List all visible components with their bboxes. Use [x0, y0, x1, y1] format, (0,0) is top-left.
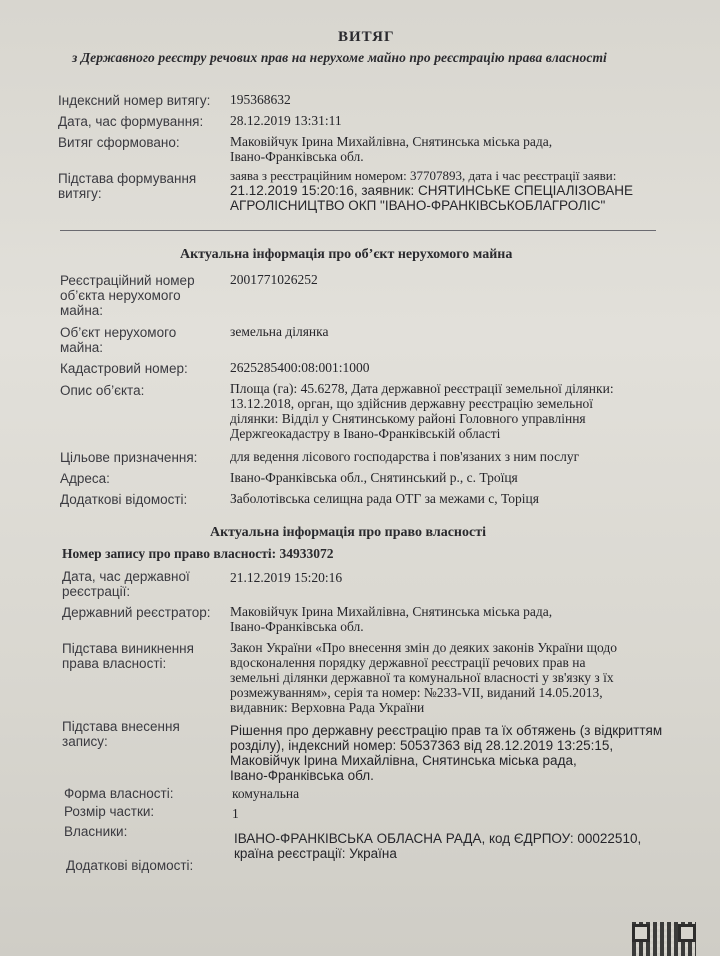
ownership-heading: Актуальна інформація про право власності — [210, 525, 486, 540]
obj-label-line1: Об’єкт нерухомого — [60, 325, 177, 340]
owners-value-line1: ІВАНО-ФРАНКІВСЬКА ОБЛАСНА РАДА, код ЄДРПОУ: 00022510, — [234, 831, 642, 846]
origin-label-line2: права власності: — [62, 656, 167, 671]
address-label: Адреса: — [60, 471, 110, 486]
entry-value-line1: Рішення про державну реєстрацію прав та їх обтяжень (з відкриттям — [230, 723, 663, 738]
entry-label-line1: Підстава внесення — [62, 719, 180, 734]
address-value: Івано-Франківська обл., Снятинський р., с. Троїця — [230, 470, 518, 485]
form-value: комунальна — [232, 786, 300, 801]
origin-value-line1: Закон України «Про внесення змін до деяких законів України щодо — [230, 640, 618, 655]
origin-value-line2: вдосконалення порядку державної реєстрації речових прав на — [230, 655, 586, 670]
object-extra-value: Заболотівська селищна рада ОТГ за межами с, Торіця — [230, 491, 539, 506]
purpose-value: для ведення лісового господарства і пов'язаних з ним послуг — [230, 449, 580, 464]
description-line4: Держгеокадастру в Івано-Франківській області — [230, 426, 501, 441]
object-extra-label: Додаткові відомості: — [60, 492, 188, 507]
registrar-value-line1: Маковійчук Ірина Михайлівна, Снятинська міська рада, — [230, 604, 553, 619]
date-label: Дата, час формування: — [58, 114, 204, 129]
formed-value-line2: Івано-Франківська обл. — [230, 149, 364, 164]
cadastral-label: Кадастровий номер: — [60, 361, 188, 376]
share-value: 1 — [232, 806, 239, 821]
reg-value: 2001771026252 — [230, 272, 318, 287]
section-divider — [60, 230, 656, 231]
object-heading: Актуальна інформація про об’єкт нерухомого майна — [180, 247, 513, 262]
qr-code-icon — [632, 922, 696, 956]
basis-value-line3: АГРОЛІСНИЦТВО ОКП "ІВАНО-ФРАНКІВСЬКОБЛАГРОЛІС" — [230, 198, 606, 213]
entry-label-line2: запису: — [62, 734, 108, 749]
formed-value-line1: Маковійчук Ірина Михайлівна, Снятинська міська рада, — [230, 134, 553, 149]
regdate-label-line1: Дата, час державної — [62, 569, 190, 584]
reg-label-line3: майна: — [60, 303, 104, 318]
index-value: 195368632 — [230, 92, 291, 107]
description-line3: ділянки: Відділ у Снятинському районі Головного управління — [230, 411, 586, 426]
ownership-extra-label: Додаткові відомості: — [66, 858, 194, 873]
origin-value-line4: розмежуванням», серія та номер: №233-VII, виданий 14.05.2013, — [230, 685, 603, 700]
formed-label: Витяг сформовано: — [58, 135, 180, 150]
reg-label-line1: Реєстраційний номер — [60, 273, 195, 288]
document-title: ВИТЯГ — [338, 29, 395, 45]
regdate-label-line2: реєстрації: — [62, 584, 131, 599]
document-subtitle: з Державного реєстру речових прав на нерухоме майно про реєстрацію права власності — [72, 50, 607, 65]
entry-value-line3: Маковійчук Ірина Михайлівна, Снятинська міська рада, — [230, 753, 577, 768]
reg-label-line2: об’єкта нерухомого — [60, 288, 181, 303]
description-label: Опис об’єкта: — [60, 383, 145, 398]
basis-value-line1: заява з реєстраційним номером: 37707893, дата і час реєстрації заяви: — [230, 168, 617, 183]
origin-label-line1: Підстава виникнення — [62, 641, 194, 656]
entry-value-line4: Івано-Франківська обл. — [230, 768, 374, 783]
share-label: Розмір частки: — [64, 804, 155, 819]
index-label: Індексний номер витягу: — [58, 93, 211, 108]
owners-value-line2: країна реєстрації: Україна — [234, 846, 397, 861]
record-number: Номер запису про право власності: 34933072 — [62, 546, 334, 561]
basis-label-line2: витягу: — [58, 186, 102, 201]
basis-value-line2: 21.12.2019 15:20:16, заявник: СНЯТИНСЬКЕ СПЕЦІАЛІЗОВАНЕ — [230, 183, 634, 198]
owners-label: Власники: — [64, 824, 128, 839]
cadastral-value: 2625285400:08:001:1000 — [230, 360, 370, 375]
purpose-label: Цільове призначення: — [60, 450, 198, 465]
obj-value: земельна ділянка — [230, 324, 329, 339]
description-line2: 13.12.2018, орган, що здійснив державну реєстрацію земельної — [230, 396, 594, 411]
obj-label-line2: майна: — [60, 340, 104, 355]
origin-value-line5: видавник: Верховна Рада України — [230, 700, 425, 715]
basis-label-line1: Підстава формування — [58, 171, 197, 186]
date-value: 28.12.2019 13:31:11 — [230, 113, 342, 128]
form-label: Форма власності: — [64, 786, 174, 801]
entry-value-line2: розділу), індексний номер: 50537363 від 28.12.2019 13:25:15, — [230, 738, 614, 753]
regdate-value: 21.12.2019 15:20:16 — [230, 570, 343, 585]
registrar-value-line2: Івано-Франківська обл. — [230, 619, 364, 634]
origin-value-line3: земельні ділянки державної та комунальної власності у зв'язку з їх — [230, 670, 614, 685]
description-line1: Площа (га): 45.6278, Дата державної реєстрації земельної ділянки: — [230, 381, 614, 396]
registrar-label: Державний реєстратор: — [62, 605, 211, 620]
